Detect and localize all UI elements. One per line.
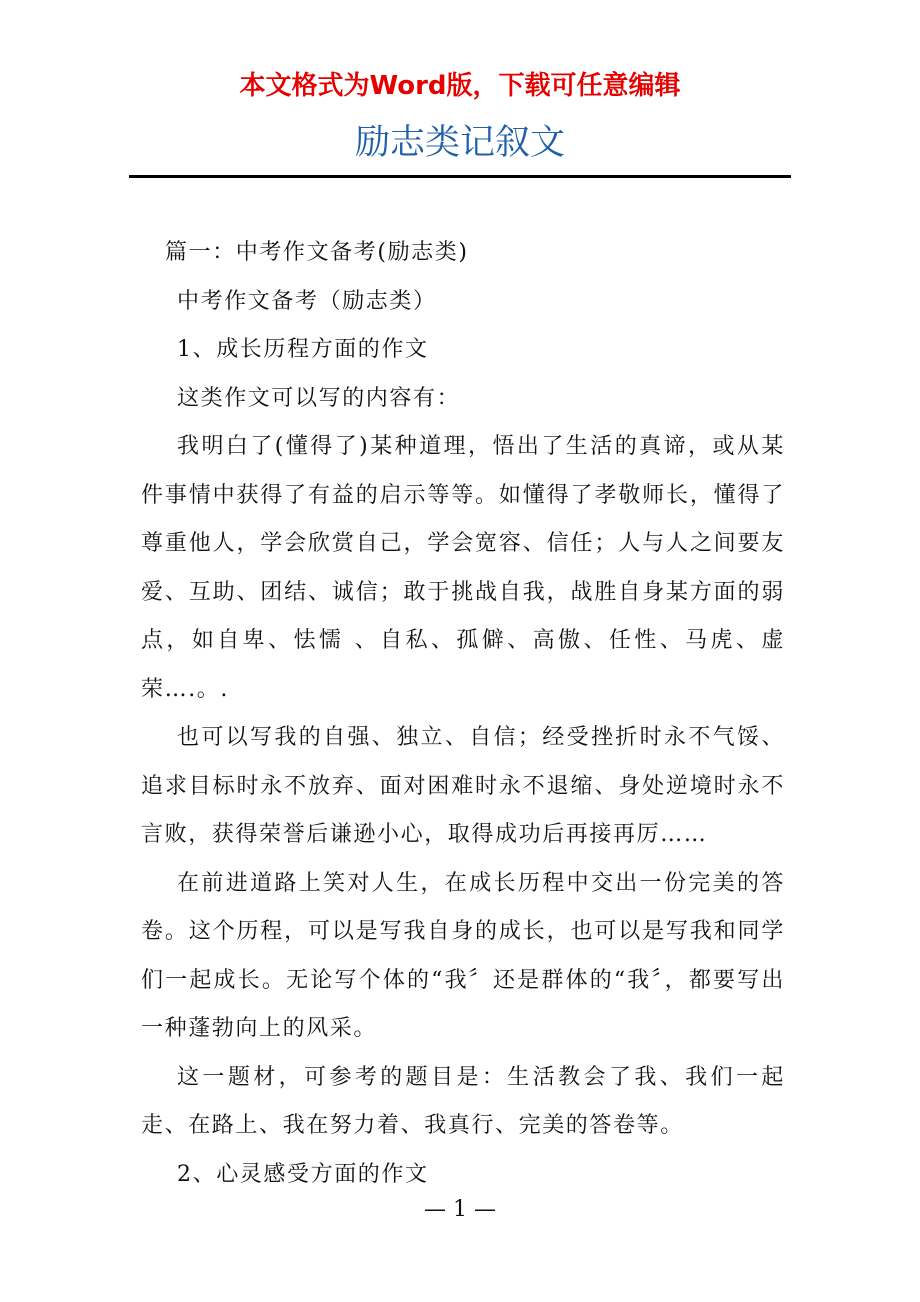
title-divider [129, 175, 791, 178]
topic-heading-2: 2、心灵感受方面的作文 [177, 1161, 429, 1187]
sub-heading: 中考作文备考（励志类） [177, 288, 437, 314]
paragraph: 在前进道路上笑对人生，在成长历程中交出一份完美的答卷。这个历程，可以是写我自身的成长，也可以是写我和同学们一起成长。无论写个体的“我〞还是群体的“我〞，都要写出一种蓬勃向上的风采。 [141, 870, 785, 1041]
paragraph: 也可以写我的自强、独立、自信；经受挫折时永不气馁、追求目标时永不放弃、面对困难时永不退缩、身处逆境时永不言败，获得荣誉后谦逊小心，取得成功后再接再厉…… [141, 725, 785, 847]
section-heading: 篇一：中考作文备考(励志类) [165, 240, 469, 265]
page-number: — 1 — [424, 1197, 496, 1222]
paragraph: 这类作文可以写的内容有： [177, 385, 461, 411]
document-title: 励志类记叙文 [354, 123, 565, 163]
paragraph: 这一题材，可参考的题目是：生活教会了我、我们一起走、在路上、我在努力着、我真行、完美的答卷等。 [141, 1064, 785, 1138]
topic-heading-1: 1、成长历程方面的作文 [177, 337, 429, 362]
paragraph: 我明白了(懂得了)某种道理，悟出了生活的真谛，或从某件事情中获得了有益的启示等等。如懂得了孝敬师长，懂得了尊重他人，学会欣赏自己，学会宽容、信任；人与人之间要友爱、互助、团结、诚信；敢于挑战自我，战胜自身某方面的弱点，如自卑、怯懦 、自私、孤僻、高傲、任性、马虎、虚荣….。. [141, 434, 785, 702]
format-notice: 本文格式为Word版，下载可任意编辑 [239, 71, 681, 101]
document-body [141, 229, 785, 1199]
